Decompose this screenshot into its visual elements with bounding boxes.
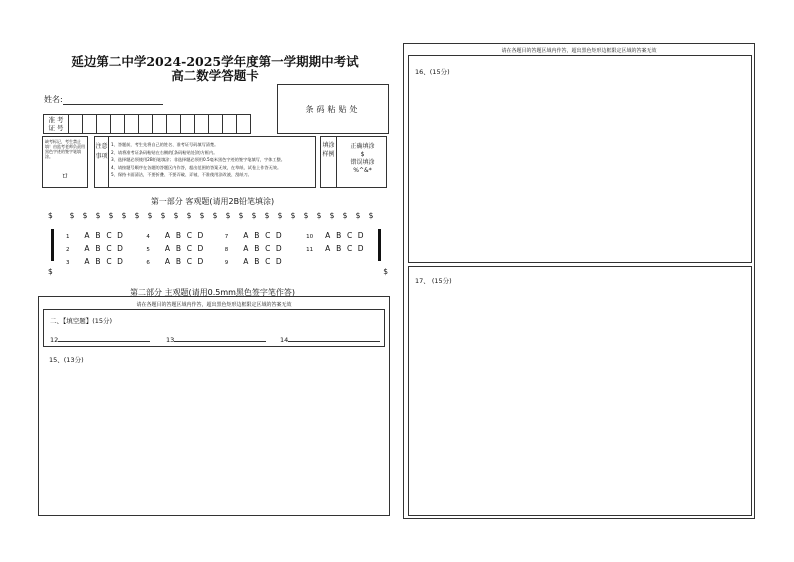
option-bubble[interactable]: D bbox=[275, 257, 282, 266]
id-cell[interactable] bbox=[97, 115, 111, 133]
option-bubble[interactable]: A bbox=[84, 244, 90, 253]
note-item: 5、保持卡面清洁，不要折叠、不要弄破、弄皱，不准使用涂改液、刮纸刀。 bbox=[111, 172, 252, 177]
fill-blank-box bbox=[43, 309, 385, 347]
question-16-box[interactable] bbox=[408, 55, 752, 263]
subjective-answer-area[interactable] bbox=[38, 296, 390, 516]
id-cell[interactable] bbox=[83, 115, 97, 133]
note-item: 3、选择题必须使用2B铅笔填涂；非选择题必须用0.5毫米黑色字迹的签字笔填写，字体工整。 bbox=[111, 157, 285, 162]
option-bubble[interactable]: D bbox=[197, 257, 204, 266]
absent-mark-checkbox[interactable]: ロ bbox=[61, 172, 69, 180]
question-number: 9 bbox=[224, 260, 229, 266]
option-bubble[interactable]: C bbox=[186, 257, 193, 266]
option-bubble[interactable]: A bbox=[164, 257, 170, 266]
timing-mark: $ bbox=[48, 211, 53, 220]
timing-mark: $ bbox=[277, 211, 283, 220]
notes-box bbox=[94, 136, 316, 188]
id-cell[interactable] bbox=[181, 115, 195, 133]
option-bubble[interactable]: C bbox=[265, 244, 271, 253]
option-bubble[interactable]: A bbox=[325, 231, 331, 240]
timing-mark: $ bbox=[121, 211, 127, 220]
timing-mark: $ bbox=[173, 211, 179, 220]
option-bubble[interactable]: D bbox=[117, 244, 123, 253]
fill-example-content bbox=[339, 143, 386, 175]
timing-mark: $ bbox=[160, 211, 166, 220]
timing-mark: $ bbox=[212, 211, 218, 220]
wrong-fill-marks: %^&* bbox=[353, 167, 372, 174]
correct-fill-mark: $ bbox=[360, 151, 365, 158]
choice-grid[interactable] bbox=[66, 230, 378, 269]
option-bubble[interactable]: A bbox=[243, 257, 249, 266]
option-bubble[interactable]: B bbox=[336, 244, 342, 253]
timing-marks-bottom bbox=[48, 267, 388, 276]
timing-mark: $ bbox=[329, 211, 335, 220]
exam-subtitle: 高二数学答题卡 bbox=[171, 68, 259, 83]
question-number: 10 bbox=[306, 234, 314, 240]
choice-row bbox=[66, 230, 378, 243]
option-bubble[interactable]: A bbox=[243, 231, 249, 240]
question-number: 4 bbox=[146, 234, 150, 240]
option-bubble[interactable]: D bbox=[357, 231, 364, 240]
question-17-label: 17、 (15分) bbox=[415, 277, 452, 285]
option-bubble[interactable]: B bbox=[95, 231, 101, 240]
option-bubble[interactable]: A bbox=[325, 244, 331, 253]
exam-id-label: 准 考 证 号 bbox=[44, 115, 69, 133]
timing-marks-top bbox=[48, 211, 382, 220]
option-bubble[interactable]: C bbox=[186, 244, 193, 253]
option-bubble[interactable]: A bbox=[164, 231, 170, 240]
question-15-label: 15、(13分) bbox=[49, 356, 84, 364]
note-item: 4、请按题号顺序在各题的答题区内作答，超出范围的答案无效，在草纸、试卷上作答无效。 bbox=[111, 164, 282, 170]
objective-section-title: 第一部分 客观题(请用2B铅笔填涂) bbox=[150, 197, 275, 206]
id-cell[interactable] bbox=[223, 115, 237, 133]
absent-mark-text: 缺考标记，考生禁止填！由监考老师负责用黑色字迹的签字笔填涂。 bbox=[45, 139, 85, 159]
option-bubble[interactable]: D bbox=[197, 231, 204, 240]
id-cell[interactable] bbox=[153, 115, 167, 133]
note-item: 2、请将准考证条码粘贴在右侧的[条码粘贴处]的方框内。 bbox=[111, 149, 218, 155]
timing-mark: $ bbox=[264, 211, 270, 220]
timing-mark: $ bbox=[48, 267, 53, 276]
timing-mark: $ bbox=[147, 211, 153, 220]
timing-mark: $ bbox=[69, 211, 75, 220]
option-bubble[interactable]: C bbox=[347, 231, 353, 240]
option-bubble[interactable]: C bbox=[265, 231, 271, 240]
choice-row bbox=[66, 243, 378, 256]
id-cell[interactable] bbox=[209, 115, 223, 133]
option-bubble[interactable]: C bbox=[106, 244, 112, 253]
option-bubble[interactable]: C bbox=[347, 244, 353, 253]
timing-mark: $ bbox=[251, 211, 257, 220]
exam-title: 延边第二中学2024-2025学年度第一学期期中考试 bbox=[71, 54, 359, 69]
option-bubble[interactable]: D bbox=[117, 231, 123, 240]
timing-bar-right bbox=[378, 229, 381, 261]
timing-mark: $ bbox=[108, 211, 114, 220]
name-field[interactable] bbox=[44, 94, 163, 105]
option-bubble[interactable]: B bbox=[254, 231, 260, 240]
blank-14[interactable]: 14 bbox=[280, 334, 380, 344]
exam-id-grid[interactable] bbox=[43, 114, 251, 134]
timing-mark: $ bbox=[303, 211, 309, 220]
question-number: 8 bbox=[224, 247, 229, 253]
fill-blank-heading: 二、【填空题】(15分) bbox=[50, 317, 113, 325]
wrong-fill-label: 错误填涂 bbox=[350, 159, 375, 166]
option-bubble[interactable]: D bbox=[275, 231, 282, 240]
id-cell[interactable] bbox=[111, 115, 125, 133]
option-bubble[interactable]: C bbox=[265, 257, 271, 266]
timing-mark: $ bbox=[290, 211, 296, 220]
option-bubble[interactable]: A bbox=[84, 257, 90, 266]
option-bubble[interactable]: D bbox=[275, 244, 282, 253]
option-bubble[interactable]: A bbox=[84, 231, 90, 240]
timing-mark: $ bbox=[225, 211, 231, 220]
option-bubble[interactable]: C bbox=[106, 257, 112, 266]
option-bubble[interactable]: D bbox=[197, 244, 204, 253]
name-line[interactable] bbox=[63, 95, 163, 105]
option-bubble[interactable]: B bbox=[175, 257, 181, 266]
option-bubble[interactable]: A bbox=[164, 244, 170, 253]
note-item: 1、答题前，考生先将自己的姓名、准考证号码填写清楚。 bbox=[111, 142, 219, 147]
id-cell[interactable] bbox=[125, 115, 139, 133]
correct-fill-label: 正确填涂 bbox=[350, 143, 375, 150]
id-cell[interactable] bbox=[167, 115, 181, 133]
option-bubble[interactable]: B bbox=[336, 231, 342, 240]
timing-mark: $ bbox=[316, 211, 322, 220]
option-bubble[interactable]: C bbox=[106, 231, 112, 240]
barcode-label: 条码粘贴处 bbox=[305, 105, 361, 114]
timing-mark: $ bbox=[134, 211, 140, 220]
fill-example-label: 填涂样例 bbox=[321, 137, 337, 187]
timing-bar-left bbox=[51, 229, 54, 261]
id-cell[interactable] bbox=[69, 115, 83, 133]
id-cell[interactable] bbox=[195, 115, 209, 133]
option-bubble[interactable]: B bbox=[95, 244, 101, 253]
subjective-section-title: 第二部分 主观题(请用0.5mm黑色签字笔作答) bbox=[129, 288, 296, 297]
timing-mark: $ bbox=[355, 211, 361, 220]
option-bubble[interactable]: D bbox=[357, 244, 364, 253]
question-17-box[interactable] bbox=[408, 266, 752, 516]
question-number: 1 bbox=[66, 234, 70, 240]
notes-list bbox=[111, 141, 315, 179]
notes-label: 注意事项 bbox=[95, 137, 109, 187]
question-16-label: 16、(15分) bbox=[415, 68, 450, 76]
timing-mark: $ bbox=[82, 211, 88, 220]
option-bubble[interactable]: B bbox=[254, 257, 260, 266]
option-bubble[interactable]: B bbox=[175, 244, 181, 253]
blank-12[interactable]: 12 bbox=[50, 334, 150, 344]
option-bubble[interactable]: C bbox=[186, 231, 193, 240]
timing-mark: $ bbox=[95, 211, 101, 220]
answer-area-banner: 请在各题目的答题区域内作答，超出黑色矩形边框限定区域的答案无效 bbox=[136, 302, 292, 308]
question-number: 6 bbox=[146, 260, 150, 266]
option-bubble[interactable]: A bbox=[243, 244, 249, 253]
option-bubble[interactable]: B bbox=[95, 257, 101, 266]
fill-example-box bbox=[320, 136, 387, 188]
question-number: 2 bbox=[66, 247, 70, 253]
option-bubble[interactable]: B bbox=[175, 231, 181, 240]
question-number: 3 bbox=[66, 260, 70, 266]
question-number: 11 bbox=[306, 247, 314, 253]
question-number: 5 bbox=[146, 247, 150, 253]
name-label: 姓名: bbox=[44, 95, 63, 104]
timing-mark: $ bbox=[383, 267, 388, 276]
absent-mark-box bbox=[42, 136, 88, 188]
option-bubble[interactable]: B bbox=[254, 244, 260, 253]
id-cell[interactable] bbox=[237, 115, 250, 133]
timing-mark: $ bbox=[199, 211, 205, 220]
right-answer-area bbox=[403, 43, 755, 519]
timing-mark: $ bbox=[238, 211, 244, 220]
timing-mark: $ bbox=[186, 211, 192, 220]
option-bubble[interactable]: D bbox=[117, 257, 123, 266]
blank-13[interactable]: 13 bbox=[166, 334, 266, 344]
barcode-area bbox=[277, 84, 389, 134]
timing-mark: $ bbox=[342, 211, 348, 220]
right-area-banner: 请在各题目的答题区域内作答，超出黑色矩形边框限定区域的答案无效 bbox=[501, 48, 657, 54]
question-number: 7 bbox=[224, 234, 229, 240]
id-cell[interactable] bbox=[139, 115, 153, 133]
timing-mark: $ bbox=[368, 211, 374, 220]
